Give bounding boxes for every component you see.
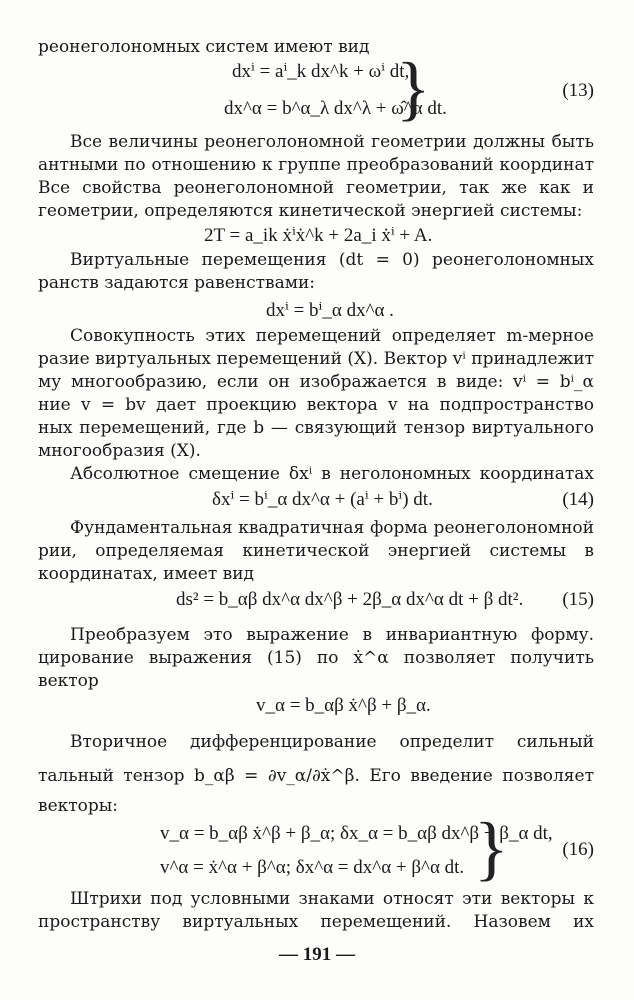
text-line: му многообразию, если он изображается в виде: vⁱ = bⁱ_α bbox=[38, 372, 594, 392]
equation-number-15: (15) bbox=[562, 589, 594, 610]
text-line: пространству виртуальных перемещений. Назовем их bbox=[38, 912, 594, 932]
text-line: разие виртуальных перемещений (X). Вектор vⁱ принадлежит bbox=[38, 349, 594, 369]
text-line: Фундаментальная квадратичная форма реонеголономной bbox=[70, 518, 594, 538]
equation-13a: dxⁱ = aⁱ_k dx^k + ωⁱ dt, bbox=[232, 61, 410, 82]
text-line: антными по отношению к группе преобразований координат bbox=[38, 155, 594, 175]
text-line: Вторичное дифференцирование определит сильный bbox=[70, 732, 594, 752]
equation-16b: v^α = ẋ^α + β^α; δx^α = dx^α + β^α dt. bbox=[160, 857, 465, 878]
text-line: тальный тензор b_αβ = ∂v_α/∂ẋ^β. Его введение позволяет bbox=[38, 766, 594, 786]
strong-vector-equation: v_α = b_αβ ẋ^β + β_α. bbox=[256, 695, 431, 716]
text-line: Преобразуем это выражение в инвариантную форму. bbox=[70, 625, 594, 645]
equation-15: ds² = b_αβ dx^α dx^β + 2β_α dx^α dt + β dt². bbox=[176, 589, 524, 610]
text-line: реонеголономных систем имеют вид bbox=[38, 37, 370, 57]
text-line: Все свойства реонеголономной геометрии, так же как и bbox=[38, 178, 594, 198]
text-line: Все величины реонеголономной геометрии должны быть bbox=[70, 132, 594, 152]
virtual-displacement-equation: dxⁱ = bⁱ_α dx^α . bbox=[266, 300, 394, 321]
text-line: вектор bbox=[38, 671, 99, 691]
text-line: Штрихи под условными знаками относят эти векторы к bbox=[70, 889, 594, 909]
text-line: цирование выражения (15) по ẋ^α позволяет получить bbox=[38, 648, 594, 668]
kinetic-energy-equation: 2T = a_ik ẋⁱẋ^k + 2a_i ẋⁱ + A. bbox=[204, 225, 433, 246]
equation-14: δxⁱ = bⁱ_α dx^α + (aⁱ + bⁱ) dt. bbox=[212, 489, 433, 510]
text-line: рии, определяемая кинетической энергией системы в bbox=[38, 541, 594, 561]
text-line: ранств задаются равенствами: bbox=[38, 273, 316, 293]
text-line: Абсолютное смещение δxⁱ в неголономных координатах bbox=[70, 464, 594, 484]
equation-number-14: (14) bbox=[562, 489, 594, 510]
page-number: — 191 — bbox=[279, 944, 355, 965]
text-line: векторы: bbox=[38, 796, 119, 816]
text-line: ние v = bv дает проекцию вектора v на подпространство bbox=[38, 395, 594, 415]
equation-number-13: (13) bbox=[562, 80, 594, 101]
equation-16a: v_α = b_αβ ẋ^β + β_α; δx_α = b_αβ dx^β + β_α dt, bbox=[160, 823, 553, 844]
text-line: координатах, имеет вид bbox=[38, 564, 255, 584]
text-line: многообразия (X). bbox=[38, 441, 201, 461]
equation-13b: dx^α = b^α_λ dx^λ + ω̂^α dt. bbox=[224, 98, 447, 119]
text-line: Виртуальные перемещения (dt = 0) реонеголономных bbox=[70, 250, 594, 270]
equation-number-16: (16) bbox=[562, 839, 594, 860]
text-line: геометрии, определяются кинетической энергией системы: bbox=[38, 201, 583, 221]
right-brace-13: } bbox=[396, 48, 431, 128]
right-brace-16: } bbox=[474, 808, 509, 888]
text-line: ных перемещений, где b — связующий тензор виртуального bbox=[38, 418, 594, 438]
text-line: Совокупность этих перемещений определяет m-мерное bbox=[70, 326, 594, 346]
